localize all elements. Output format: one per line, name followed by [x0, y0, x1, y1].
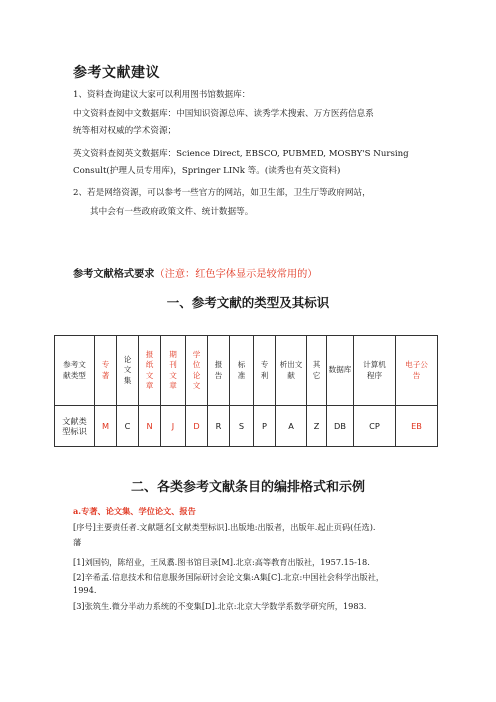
type-code-cell	[230, 406, 254, 447]
type-code-cell	[354, 406, 396, 447]
type-code-cell	[186, 406, 208, 447]
type-code-cell	[327, 406, 354, 447]
type-code-cell	[307, 406, 327, 447]
type-name-text: 其它	[312, 360, 321, 380]
type-name-text: 析出文献	[279, 360, 303, 380]
intro-line-5: Consult(护理人员专用库)，Springer LINk 等。(读秀也有英文资料)	[73, 166, 341, 176]
type-name-cell	[230, 336, 254, 406]
type-name-cell	[117, 336, 139, 406]
type-code-text: P	[262, 420, 267, 431]
type-code-text: A	[288, 420, 294, 431]
type-name-text: 专利	[260, 360, 269, 380]
type-code-text: N	[146, 420, 153, 431]
type-code-cell	[396, 406, 438, 447]
format-template-line-2: 藩	[73, 537, 82, 547]
type-code-text: DB	[334, 420, 346, 431]
type-name-text: 专著	[101, 360, 110, 380]
type-code-text: J	[171, 420, 175, 431]
format-title-text: 参考文献格式要求	[73, 268, 155, 280]
type-name-text: 论文集	[123, 354, 132, 385]
type-name-text: 学位论文	[192, 349, 201, 390]
format-section-title	[73, 265, 318, 280]
type-name-cell	[276, 336, 307, 406]
reference-item-2-cont: 1994.	[73, 585, 97, 595]
type-code-cell	[161, 406, 186, 447]
subsection-a-title: a.专著、论文集、学位论文、报告	[73, 506, 196, 516]
type-code-text: Z	[313, 420, 320, 431]
type-name-cell	[161, 336, 186, 406]
type-code-cell	[208, 406, 230, 447]
type-name-text: 报告	[214, 360, 223, 380]
type-code-cell	[117, 406, 139, 447]
type-code-text: CP	[369, 420, 380, 431]
type-code-cell	[139, 406, 161, 447]
reference-item-1: [1]刘国钧，陈绍业，王凤翥.图书馆目录[M].北京:高等教育出版社，1957.15-18.	[73, 557, 370, 567]
intro-line-7: 其中会有一些政府政策文件、统计数据等。	[90, 207, 254, 217]
heading-types: 一、参考文献的类型及其标识	[166, 295, 330, 310]
table-header-label: 参考文献类型	[55, 336, 95, 406]
type-name-text: 电子公告	[405, 360, 428, 380]
type-name-text: 数据库	[328, 365, 352, 375]
reference-item-3: [3]张筑生.微分半动力系统的不变集[D].北京:北京大学数学系数学研究所，1983.	[73, 601, 367, 611]
type-name-cell	[208, 336, 230, 406]
type-name-cell	[327, 336, 354, 406]
type-name-text: 报纸文章	[145, 349, 154, 390]
type-code-text: D	[193, 420, 200, 431]
intro-line-3: 统等相对权威的学术资源；	[73, 126, 177, 136]
intro-line-2: 中文资料查阅中文数据库：中国知识资源总库、读秀学术搜索、万方医药信息系	[73, 109, 374, 119]
format-note: （注意：红色字体显示是较常用的）	[154, 269, 318, 280]
type-code-cell	[254, 406, 276, 447]
type-code-text: S	[238, 420, 245, 431]
type-code-cell	[95, 406, 117, 447]
type-code-text: EB	[411, 420, 422, 431]
type-code-cell	[276, 406, 307, 447]
type-name-text: 期刊文章	[169, 349, 177, 390]
table-code-row	[55, 406, 438, 447]
format-template-line: [序号]主要责任者.文献题名[文献类型标识].出版地:出版者，出版年.起止页码(任选).	[73, 522, 376, 532]
table-header-row	[55, 336, 438, 406]
type-code-text: M	[101, 420, 110, 431]
type-name-cell	[139, 336, 161, 406]
type-name-cell	[186, 336, 208, 406]
type-name-cell	[307, 336, 327, 406]
intro-line-4: 英文资料查阅英文数据库：Science Direct, EBSCO, PUBMED, MOSBY'S Nursing	[73, 149, 409, 159]
heading-formats: 二、各类参考文献条目的编排格式和示例	[130, 480, 365, 495]
type-code-text: R	[215, 420, 222, 431]
page-title: 参考文献建议	[73, 65, 160, 81]
type-name-text: 标准	[237, 360, 246, 380]
type-name-text: 计算机程序	[363, 360, 386, 380]
intro-line-6: 2、若是网络资源，可以参考一些官方的网站，如卫生部，卫生厅等政府网站，	[73, 188, 371, 198]
type-name-cell	[396, 336, 438, 406]
type-name-cell	[254, 336, 276, 406]
type-code-text: C	[124, 420, 131, 431]
table-row-label: 文献类型标识	[55, 406, 95, 447]
intro-line-1: 1、资料查询建议大家可以利用图书馆数据库：	[73, 90, 251, 100]
type-name-cell	[354, 336, 396, 406]
type-name-cell	[95, 336, 117, 406]
reference-item-2: [2]辛希孟.信息技术和信息服务国际研讨会论文集:A集[C].北京:中国社会科学出版社，	[73, 572, 385, 582]
reference-types-table	[54, 335, 438, 447]
